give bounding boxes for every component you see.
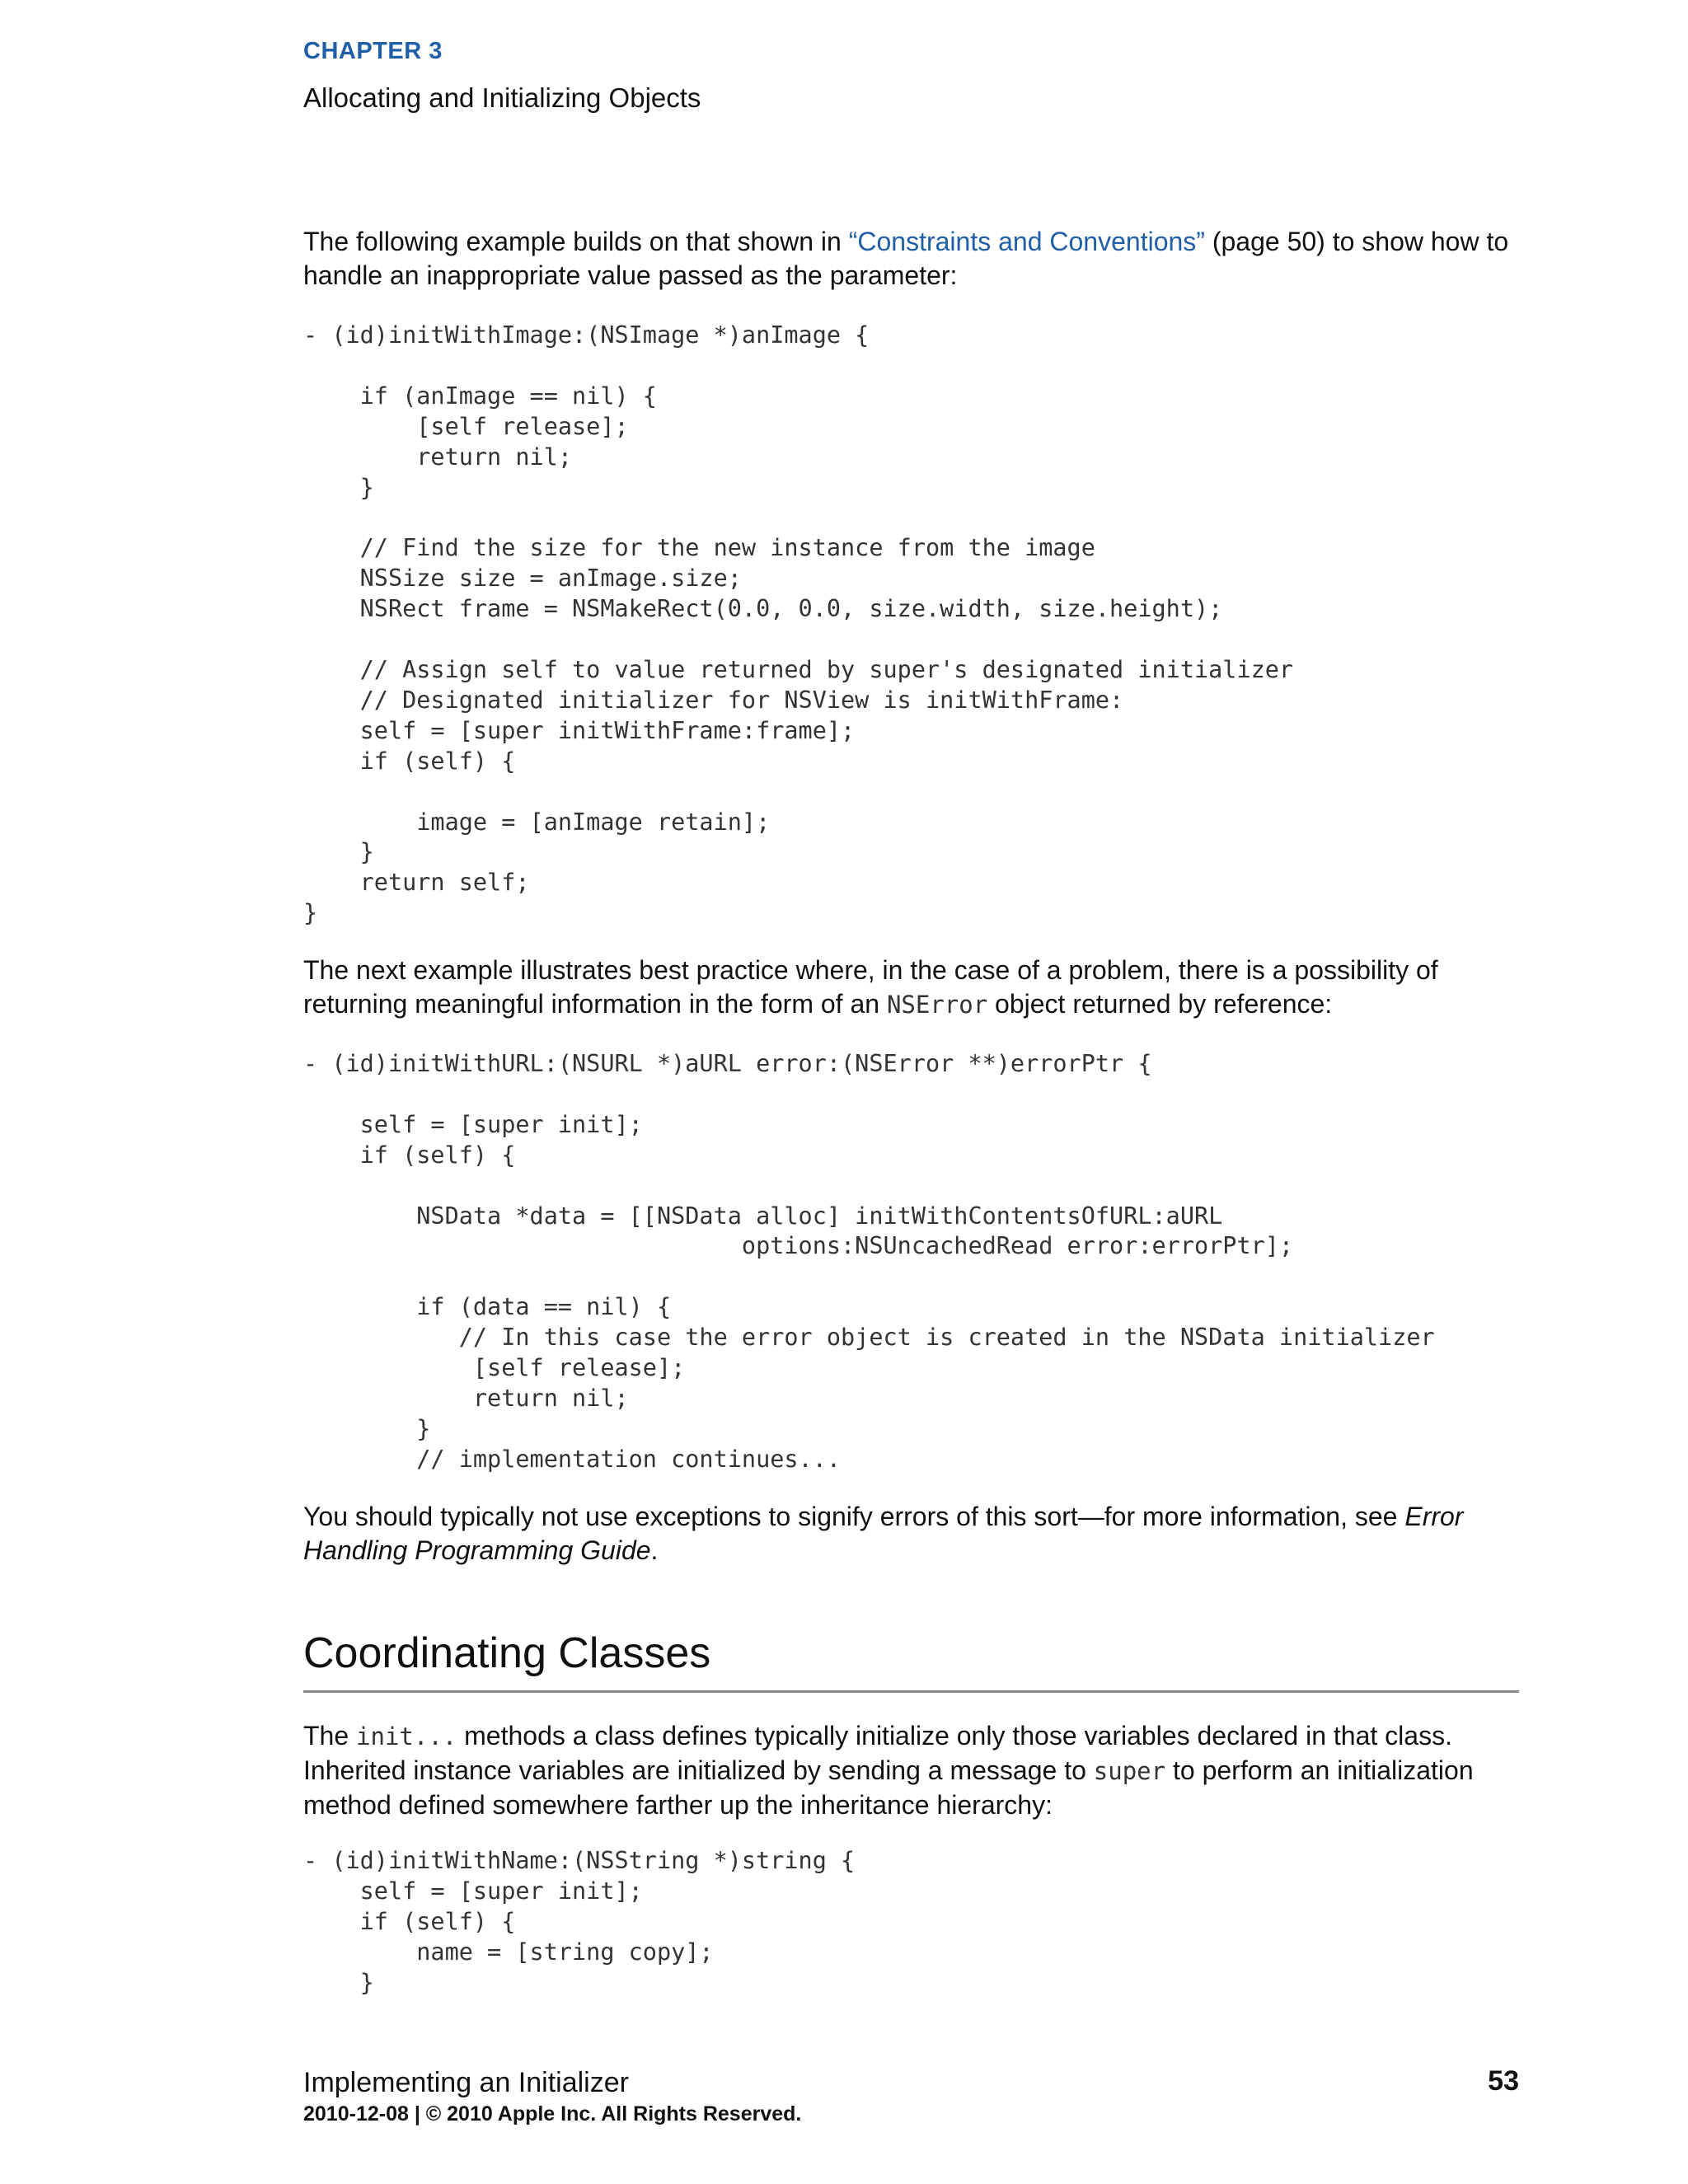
best-practice-text-after: object returned by reference: — [987, 989, 1333, 1019]
footer-copyright: 2010-12-08 | © 2010 Apple Inc. All Rights Reserved. — [303, 2102, 802, 2125]
intro-text-before: The following example builds on that shown in — [303, 227, 849, 256]
coordinating-text-2: methods a class defines typically initialize only those variables declared in that class. Inherited instance variables are initialized by sending a message to — [303, 1721, 1452, 1785]
best-practice-text-before: The next example illustrates best practice where, in the case of a problem, there is a possibility of returning meaningful information in the form of an — [303, 955, 1438, 1019]
section-divider — [303, 1690, 1519, 1693]
super-inline-code: super — [1093, 1757, 1166, 1785]
exceptions-paragraph — [303, 1500, 1519, 1568]
intro-text-after: (page 50) to show how to handle an inappropriate value passed as the parameter: — [303, 227, 1509, 290]
constraints-link[interactable]: “Constraints and Conventions” — [848, 227, 1205, 256]
coordinating-text-3: to perform an initialization method defined somewhere farther up the inheritance hierarchy: — [303, 1755, 1474, 1820]
section-heading: Coordinating Classes — [303, 1629, 711, 1677]
chapter-label: CHAPTER 3 — [303, 38, 443, 64]
chapter-title: Allocating and Initializing Objects — [303, 82, 701, 113]
coordinating-paragraph — [303, 1719, 1519, 1822]
exceptions-text-before: You should typically not use exceptions to signify errors of this sort—for more information, see — [303, 1502, 1405, 1531]
nserror-inline-code: NSError — [886, 991, 988, 1019]
init-inline-code: init... — [356, 1722, 457, 1750]
code-listing-init-with-name: - (id)initWithName:(NSString *)string { self = [super init]; if (self) { name = [string copy]; } — [303, 1847, 856, 1996]
page-number: 53 — [1488, 2065, 1519, 2097]
best-practice-paragraph — [303, 954, 1519, 1022]
error-handling-guide-title: Error Handling Programming Guide — [303, 1502, 1464, 1565]
footer-section-title: Implementing an Initializer — [303, 2067, 629, 2098]
coordinating-text-1: The — [303, 1721, 357, 1750]
code-listing-init-with-image: - (id)initWithImage:(NSImage *)anImage { if (anImage == nil) { [self release]; return nil; } // Find the size for the new instance from the image NSSize size = anImage.size; NSRect frame = NSMakeRect(0.0, 0.0, size.width, size.height); // Assign self to value returned by super's designated initializer // Designated initializer for NSView is initWithFrame: self = [super initWithFrame:frame]; if (self) { image = [anImage retain]; } return self; } — [303, 321, 1294, 927]
exceptions-text-after: . — [650, 1535, 659, 1565]
intro-paragraph — [303, 225, 1519, 293]
code-listing-init-with-url: - (id)initWithURL:(NSURL *)aURL error:(NSError **)errorPtr { self = [super init]; if (self) { NSData *data = [[NSData alloc] initWithContentsOfURL:aURL options:NSUncachedRead error:errorPtr]; if (data == nil) { // In this case the error object is created in the NSData initializer [self release]; return nil; } // implementation continues... — [303, 1050, 1435, 1473]
